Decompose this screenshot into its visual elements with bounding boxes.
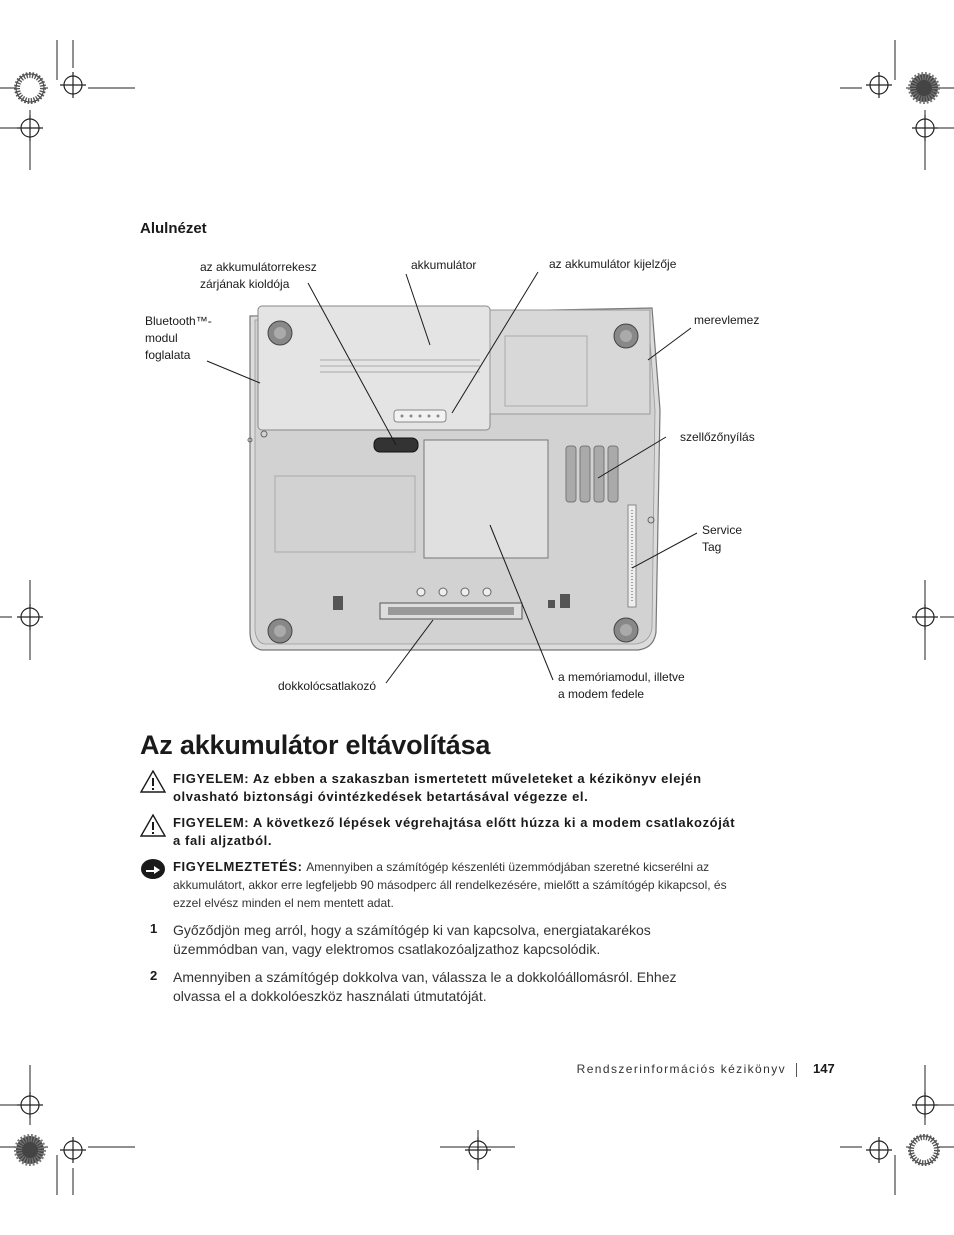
step-text: Győződjön meg arról, hogy a számítógép ki van kapcsolva, energiatakarékos üzemmódban van, vagy elektromos csatlakozóaljzathoz kapcsolódik.: [173, 922, 651, 957]
caution-notice-2: [140, 814, 740, 854]
warning-triangle-icon: [140, 770, 166, 794]
notice-label: FIGYELMEZTETÉS:: [173, 859, 303, 874]
memory-cover: [424, 440, 548, 558]
step-text: Amennyiben a számítógép dokkolva van, válassza le a dokkolóállomásról. Ehhez olvassa el a dokkolóeszköz használati útmutatóját.: [173, 969, 677, 1004]
callout-hard-drive: merevlemez: [694, 313, 760, 327]
step-number: 2: [150, 968, 158, 983]
callout-battery-latch: az akkumulátorrekesz zárjának kioldója: [200, 260, 317, 291]
footer-book-title: Rendszerinformációs kézikönyv: [576, 1062, 786, 1076]
caution-label-2: FIGYELEM:: [173, 815, 250, 830]
notice-text: [173, 858, 743, 912]
callout-battery-gauge: az akkumulátor kijelzője: [549, 257, 677, 271]
caution-body-1: Az ebben a szakaszban ismertetett műveleteket a kézikönyv elején olvasható biztonsági óvintézkedések betartásával végezze el.: [173, 771, 702, 804]
callout-bluetooth: Bluetooth™- modul foglalata: [145, 314, 212, 362]
notice-body: Amennyiben a számítógép készenléti üzemmódjában szeretné kicserélni az akkumulátort, akkor erre legfeljebb 90 másodperc áll rendelkezésére, mielőtt a számítógép kikapcsol, és ezzel elvész minden el nem mentett adat.: [173, 860, 727, 910]
caution-text-1: [173, 770, 743, 806]
caution-text-2: [173, 814, 743, 850]
callout-vents: szellőzőnyílás: [680, 430, 755, 444]
footer-separator: [796, 1063, 797, 1077]
page-heading: Az akkumulátor eltávolítása: [140, 730, 491, 760]
callout-service-tag: Service Tag: [702, 523, 743, 554]
battery-pack: [258, 306, 490, 430]
notice-box: [140, 858, 740, 914]
section-title: Alulnézet: [140, 220, 207, 237]
caution-body-2: A következő lépések végrehajtása előtt húzza ki a modem csatlakozóját a fali aljzatból.: [173, 815, 736, 848]
page-number: 147: [813, 1061, 835, 1076]
step-1: [150, 921, 710, 961]
step-number: 1: [150, 921, 158, 936]
callout-docking-connector: dokkolócsatlakozó: [278, 679, 377, 693]
caution-notice-1: [140, 770, 740, 810]
callout-battery: akkumulátor: [411, 258, 477, 272]
step-2: [150, 968, 710, 1008]
warning-triangle-icon: [140, 814, 166, 838]
caution-label-1: FIGYELEM:: [173, 771, 250, 786]
callout-memory-cover: a memóriamodul, illetve a modem fedele: [558, 670, 685, 701]
notice-hand-icon: [140, 858, 166, 880]
